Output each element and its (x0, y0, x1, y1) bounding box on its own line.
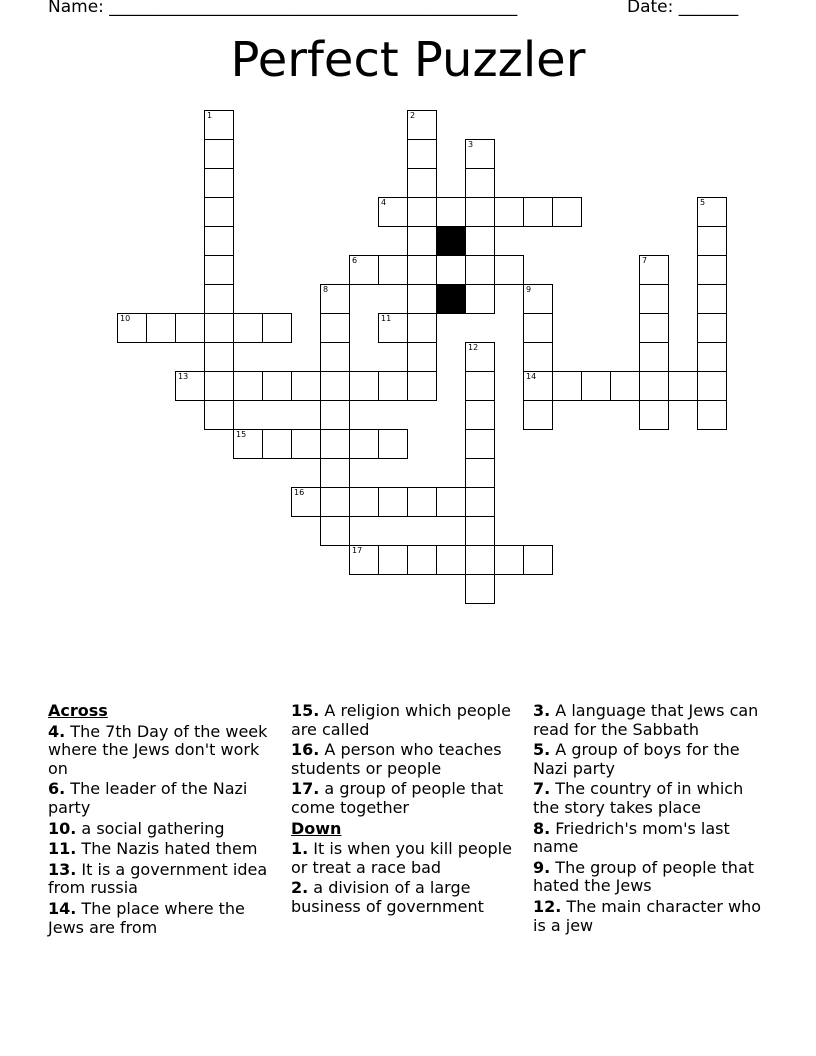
grid-cell[interactable] (204, 342, 234, 372)
clue-number-label: 10. (48, 818, 77, 838)
grid-cell[interactable] (320, 313, 350, 343)
clue-number: 16 (294, 488, 305, 497)
grid-cell[interactable] (407, 371, 437, 401)
grid-cell[interactable] (204, 168, 234, 198)
grid-cell[interactable] (697, 342, 727, 372)
grid-cell[interactable] (639, 313, 669, 343)
grid-cell[interactable] (175, 313, 205, 343)
grid-cell[interactable] (465, 458, 495, 488)
clue-item (48, 861, 280, 898)
grid-cell[interactable] (465, 429, 495, 459)
clue-number-label: 12. (533, 896, 562, 916)
clue-text: The place where the Jews are from (48, 898, 245, 937)
clue-text: The 7th Day of the week where the Jews don't work on (48, 721, 268, 778)
grid-cell[interactable] (436, 197, 466, 227)
grid-cell[interactable] (204, 284, 234, 314)
clue-number-label: 7. (533, 779, 551, 799)
grid-cell[interactable] (494, 197, 524, 227)
clue-text: The main character who is a jew (533, 896, 762, 935)
grid-cell[interactable] (523, 284, 553, 314)
grid-cell[interactable] (697, 284, 727, 314)
grid-cell[interactable] (407, 139, 437, 169)
grid-cell[interactable] (465, 197, 495, 227)
grid-cell[interactable] (378, 371, 408, 401)
grid-cell[interactable] (349, 429, 379, 459)
clue-item (48, 820, 280, 839)
grid-cell[interactable] (639, 371, 669, 401)
grid-cell[interactable] (320, 458, 350, 488)
clue-column-3 (533, 702, 773, 937)
grid-cell[interactable] (291, 371, 321, 401)
grid-cell[interactable] (668, 371, 698, 401)
grid-cell[interactable] (494, 255, 524, 285)
clue-text: a social gathering (76, 818, 225, 838)
clue-number-label: 4. (48, 721, 66, 741)
clue-number-label: 2. (291, 878, 309, 898)
grid-cell[interactable] (523, 371, 553, 401)
grid-cell[interactable] (378, 197, 408, 227)
clue-item (533, 702, 773, 739)
grid-cell[interactable] (407, 197, 437, 227)
grid-cell[interactable] (465, 400, 495, 430)
grid-cell[interactable] (436, 545, 466, 575)
grid-cell[interactable] (407, 284, 437, 314)
grid-cell[interactable] (320, 371, 350, 401)
grid-cell[interactable] (204, 255, 234, 285)
grid-cell[interactable] (552, 371, 582, 401)
grid-cell[interactable] (320, 429, 350, 459)
grid-cell[interactable] (233, 429, 263, 459)
grid-cell[interactable] (639, 400, 669, 430)
clue-text: A language that Jews can read for the Sabbath (533, 701, 759, 739)
grid-cell[interactable] (175, 371, 205, 401)
clue-number-label: 6. (48, 779, 66, 799)
clue-text: The Nazis hated them (76, 839, 258, 859)
grid-cell[interactable] (204, 110, 234, 140)
clue-number-label: 1. (291, 839, 309, 859)
clue-number: 15 (236, 430, 247, 439)
grid-cell[interactable] (523, 545, 553, 575)
grid-cell[interactable] (523, 342, 553, 372)
grid-cell[interactable] (465, 516, 495, 546)
clue-number: 12 (468, 343, 479, 352)
clue-number-label: 15. (291, 701, 320, 720)
clue-section-heading: Across (48, 701, 108, 720)
clue-number: 4 (381, 198, 387, 207)
grid-cell[interactable] (465, 574, 495, 604)
clue-item (533, 820, 773, 857)
clue-item (533, 741, 773, 778)
grid-cell[interactable] (349, 371, 379, 401)
clue-text: It is a government idea from russia (48, 859, 268, 898)
grid-cell[interactable] (436, 255, 466, 285)
grid-cell[interactable] (407, 342, 437, 372)
grid-cell[interactable] (697, 226, 727, 256)
clue-number: 17 (352, 546, 363, 555)
grid-cell[interactable] (407, 110, 437, 140)
clue-text: a group of people that come together (291, 779, 504, 817)
grid-cell[interactable] (407, 168, 437, 198)
clue-text: The country of in which the story takes place (533, 779, 744, 817)
grid-cell[interactable] (581, 371, 611, 401)
clue-text: The group of people that hated the Jews (533, 857, 755, 896)
clue-item (291, 780, 523, 817)
grid-cell[interactable] (465, 545, 495, 575)
grid-cell[interactable] (349, 487, 379, 517)
clue-number-label: 5. (533, 740, 551, 760)
grid-cell[interactable] (204, 139, 234, 169)
grid-cell[interactable] (465, 487, 495, 517)
grid-cell-blocked (436, 226, 466, 256)
grid-cell[interactable] (378, 313, 408, 343)
clue-text: Friedrich's mom's last name (533, 818, 730, 857)
grid-cell[interactable] (262, 371, 292, 401)
clue-item (48, 723, 280, 779)
grid-cell[interactable] (262, 313, 292, 343)
grid-cell[interactable] (378, 487, 408, 517)
clue-number: 10 (120, 314, 131, 323)
clue-column-2 (291, 702, 523, 919)
clue-text: It is when you kill people or treat a race bad (291, 839, 512, 877)
clue-number: 7 (642, 256, 648, 265)
clue-number: 11 (381, 314, 392, 323)
clue-number-label: 3. (533, 701, 551, 720)
clue-number: 2 (410, 111, 416, 120)
clue-item (291, 741, 523, 778)
clue-number: 8 (323, 285, 329, 294)
grid-cell[interactable] (407, 255, 437, 285)
clue-item (533, 780, 773, 817)
clue-number-label: 17. (291, 779, 320, 799)
grid-cell[interactable] (523, 197, 553, 227)
clue-text: A group of boys for the Nazi party (533, 740, 740, 778)
grid-cell[interactable] (523, 400, 553, 430)
clue-number: 13 (178, 372, 189, 381)
grid-cell[interactable] (378, 545, 408, 575)
grid-cell[interactable] (349, 545, 379, 575)
clue-number: 14 (526, 372, 537, 381)
clue-number-label: 16. (291, 740, 320, 760)
clue-number-label: 9. (533, 857, 551, 877)
clue-number: 9 (526, 285, 532, 294)
grid-cell[interactable] (117, 313, 147, 343)
clue-number: 1 (207, 111, 213, 120)
grid-cell[interactable] (204, 371, 234, 401)
puzzle-title: Perfect Puzzler (230, 32, 586, 88)
grid-cell[interactable] (204, 313, 234, 343)
grid-cell[interactable] (697, 255, 727, 285)
grid-cell[interactable] (639, 255, 669, 285)
clue-item (291, 840, 523, 877)
clue-number: 6 (352, 256, 358, 265)
grid-cell[interactable] (320, 516, 350, 546)
grid-cell[interactable] (407, 313, 437, 343)
grid-cell[interactable] (320, 400, 350, 430)
grid-cell[interactable] (291, 429, 321, 459)
clue-number-label: 11. (48, 839, 77, 859)
grid-cell[interactable] (320, 342, 350, 372)
clue-text: A person who teaches students or people (291, 740, 502, 778)
clue-item (48, 900, 280, 937)
grid-cell[interactable] (378, 429, 408, 459)
grid-cell[interactable] (494, 545, 524, 575)
grid-cell[interactable] (552, 197, 582, 227)
clue-text: The leader of the Nazi party (48, 779, 248, 817)
grid-cell[interactable] (697, 197, 727, 227)
grid-cell[interactable] (436, 487, 466, 517)
clue-text: A religion which people are called (291, 701, 511, 739)
clue-item (48, 840, 280, 859)
grid-cell[interactable] (639, 342, 669, 372)
grid-cell[interactable] (320, 284, 350, 314)
grid-cell[interactable] (378, 255, 408, 285)
grid-cell[interactable] (639, 284, 669, 314)
grid-cell[interactable] (523, 313, 553, 343)
grid-cell[interactable] (465, 226, 495, 256)
clue-item (533, 898, 773, 935)
grid-cell[interactable] (697, 313, 727, 343)
grid-cell[interactable] (697, 400, 727, 430)
grid-cell[interactable] (262, 429, 292, 459)
clue-item (291, 702, 523, 739)
clue-number-label: 8. (533, 818, 551, 838)
grid-cell[interactable] (146, 313, 176, 343)
grid-cell[interactable] (465, 284, 495, 314)
clue-number: 3 (468, 140, 474, 149)
grid-cell[interactable] (407, 545, 437, 575)
clue-number-label: 14. (48, 898, 77, 918)
grid-cell[interactable] (204, 197, 234, 227)
clue-number: 5 (700, 198, 706, 207)
clue-number-label: 13. (48, 859, 77, 879)
grid-cell[interactable] (204, 226, 234, 256)
grid-cell[interactable] (465, 255, 495, 285)
grid-cell[interactable] (465, 342, 495, 372)
grid-cell[interactable] (610, 371, 640, 401)
grid-cell[interactable] (407, 487, 437, 517)
clue-text: a division of a large business of government (291, 878, 484, 916)
grid-cell[interactable] (465, 371, 495, 401)
grid-cell[interactable] (697, 371, 727, 401)
clue-column-1 (48, 702, 280, 939)
grid-cell-blocked (436, 284, 466, 314)
grid-cell[interactable] (320, 487, 350, 517)
grid-cell[interactable] (233, 371, 263, 401)
clue-item (533, 859, 773, 896)
grid-cell[interactable] (465, 168, 495, 198)
grid-cell[interactable] (349, 255, 379, 285)
name-field: Name: ________________________________________________ (48, 0, 518, 17)
grid-cell[interactable] (233, 313, 263, 343)
grid-cell[interactable] (291, 487, 321, 517)
clue-item (48, 780, 280, 817)
clue-item (291, 879, 523, 916)
grid-cell[interactable] (407, 226, 437, 256)
grid-cell[interactable] (465, 139, 495, 169)
date-field: Date: _______ (627, 0, 739, 17)
clue-section-heading: Down (291, 818, 342, 838)
grid-cell[interactable] (204, 400, 234, 430)
